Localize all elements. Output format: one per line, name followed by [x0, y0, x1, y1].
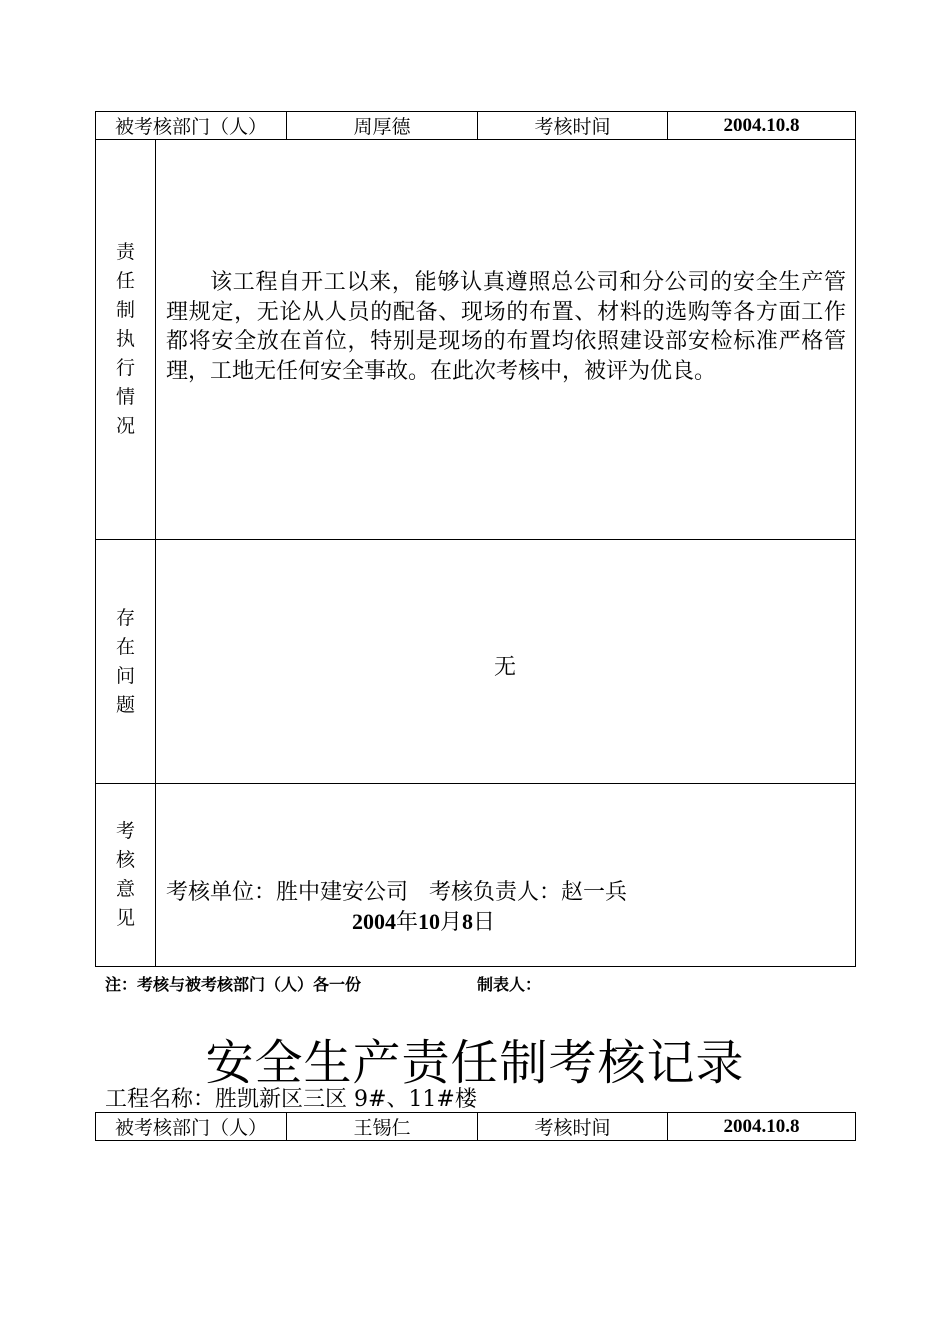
date-day-unit: 日	[473, 910, 496, 935]
opinion-unit-line: 考核单位：胜中建安公司 考核负责人：赵一兵	[166, 880, 627, 905]
project-line	[105, 1082, 477, 1113]
date-month: 10	[418, 909, 441, 934]
dept-value: 王锡仁	[286, 1113, 477, 1140]
dept-label: 被考核部门（人）	[114, 1117, 267, 1139]
date-year: 2004	[352, 909, 396, 934]
time-label: 考核时间	[477, 112, 667, 139]
time-label: 考核时间	[477, 1113, 667, 1140]
opinion-label: 考核意见	[116, 820, 136, 929]
project-name: 胜凯新区三区 9#、11#楼	[215, 1087, 477, 1112]
problems-label: 存在问题	[116, 606, 136, 716]
opinion-label-cell	[96, 784, 156, 966]
problems-section	[95, 540, 856, 784]
opinion-section	[95, 784, 856, 967]
record2-header-row	[95, 1112, 856, 1141]
record2-title: 安全生产责任制考核记录	[205, 1035, 745, 1091]
note-right: 制表人：	[477, 975, 542, 994]
date-month-unit: 月	[440, 910, 463, 935]
problems-label-cell	[96, 540, 156, 783]
time-value: 2004.10.8	[667, 112, 855, 139]
note-left: 注：考核与被考核部门（人）各一份	[105, 975, 362, 994]
execution-section	[95, 140, 856, 540]
execution-label: 责任制执行情况	[116, 241, 136, 437]
opinion-date	[352, 905, 495, 936]
dept-value: 周厚德	[286, 112, 477, 139]
date-day: 8	[462, 909, 474, 934]
record1-header-row	[95, 111, 856, 140]
time-value: 2004.10.8	[667, 1113, 855, 1140]
date-year-unit: 年	[396, 910, 419, 935]
dept-label: 被考核部门（人）	[114, 116, 267, 138]
project-label: 工程名称：	[105, 1087, 216, 1112]
execution-text: 该工程自开工以来，能够认真遵照总公司和分公司的安全生产管理规定，无论从人员的配备、现场的布置、材料的选购等各方面工作都将安全放在首位，特别是现场的布置均依照建设部安检标准严格管理，工地无任何安全事故。在此次考核中，被评为优良。	[166, 270, 846, 384]
problems-text: 无	[493, 655, 516, 680]
execution-label-cell	[96, 140, 156, 539]
